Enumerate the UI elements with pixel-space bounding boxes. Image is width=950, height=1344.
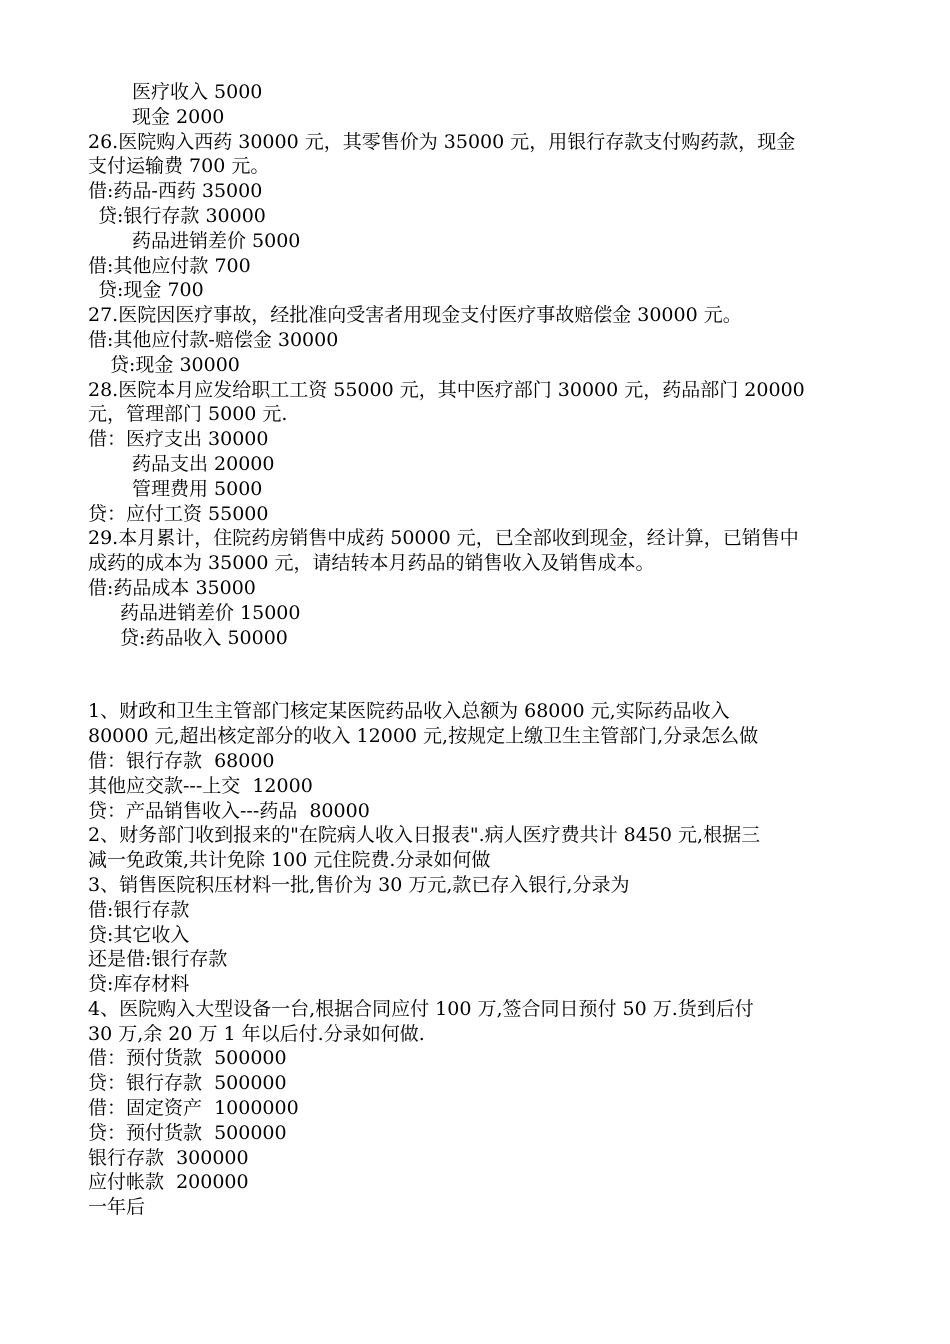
- text-line: 4、医院购入大型设备一台,根据合同应付 100 万,签合同日预付 50 万.货到后付: [88, 997, 754, 1020]
- text-line: 银行存款 300000: [88, 1146, 249, 1169]
- text-line: 借：银行存款 68000: [88, 749, 275, 772]
- text-line: 减一免政策,共计免除 100 元住院费.分录如何做: [88, 849, 491, 872]
- text-line: 借：固定资产 1000000: [88, 1097, 299, 1120]
- text-line: 还是借:银行存款: [88, 948, 228, 971]
- text-line: 贷:药品收入 50000: [120, 626, 288, 649]
- text-line: 管理费用 5000: [132, 477, 263, 500]
- text-line: 借:药品-西药 35000: [88, 180, 263, 203]
- text-line: 医疗收入 5000: [132, 81, 263, 103]
- text-line: 借:其他应付款-赔偿金 30000: [88, 328, 339, 351]
- text-line: 贷：预付货款 500000: [88, 1121, 287, 1144]
- text-line: 2、财务部门收到报来的"在院病人收入日报表".病人医疗费共计 8450 元,根据三: [88, 824, 761, 847]
- text-line: 借:银行存款: [88, 898, 190, 921]
- text-line: 现金 2000: [132, 105, 225, 128]
- text-line: 26.医院购入西药 30000 元，其零售价为 35000 元，用银行存款支付购药款，现金: [88, 130, 796, 153]
- text-line: 借:药品成本 35000: [88, 576, 256, 599]
- text-line: 80000 元,超出核定部分的收入 12000 元,按规定上缴卫生主管部门,分录怎么做: [88, 725, 759, 748]
- text-line: 借:其他应付款 700: [88, 254, 251, 277]
- text-line: 药品进销差价 5000: [132, 229, 301, 252]
- text-line: 3、销售医院积压材料一批,售价为 30 万元,款已存入银行,分录为: [88, 873, 630, 896]
- text-line: 30 万,余 20 万 1 年以后付.分录如何做.: [88, 1022, 425, 1045]
- text-line: 药品支出 20000: [132, 452, 275, 475]
- text-line: 药品进销差价 15000: [120, 601, 301, 624]
- text-line: 贷:库存材料: [88, 973, 190, 996]
- text-line: 贷:银行存款 30000: [98, 204, 266, 227]
- text-line: 28.医院本月应发给职工工资 55000 元，其中医疗部门 30000 元，药品部门 20000: [88, 378, 805, 401]
- text-line: 贷：银行存款 500000: [88, 1072, 287, 1095]
- text-line: 贷：应付工资 55000: [88, 502, 269, 525]
- text-line: 支付运输费 700 元。: [88, 155, 270, 178]
- text-line: 27.医院因医疗事故，经批准向受害者用现金支付医疗事故赔偿金 30000 元。: [88, 304, 742, 327]
- text-line: 1、财政和卫生主管部门核定某医院药品收入总额为 68000 元,实际药品收入: [88, 700, 730, 723]
- text-line: 成药的成本为 35000 元，请结转本月药品的销售收入及销售成本。: [88, 552, 655, 575]
- text-line: 29.本月累计，住院药房销售中成药 50000 元，已全部收到现金，经计算，已销售中: [88, 527, 799, 550]
- text-line: 一年后: [88, 1196, 146, 1219]
- document-page: [88, 80, 878, 1220]
- text-line: 元，管理部门 5000 元.: [88, 403, 288, 426]
- text-line: 借：预付货款 500000: [88, 1047, 287, 1070]
- text-line: 贷：产品销售收入---药品 80000: [88, 799, 370, 822]
- qa-section: [88, 699, 878, 1220]
- text-line: 借：医疗支出 30000: [88, 428, 269, 451]
- text-line: 应付帐款 200000: [88, 1171, 249, 1194]
- journal-entries-section: [88, 80, 878, 650]
- text-line: 贷:现金 700: [98, 279, 204, 302]
- section-gap: [88, 650, 878, 699]
- text-line: 其他应交款---上交 12000: [88, 774, 313, 797]
- text-line: 贷:现金 30000: [110, 353, 240, 376]
- text-line: 贷:其它收入: [88, 923, 190, 946]
